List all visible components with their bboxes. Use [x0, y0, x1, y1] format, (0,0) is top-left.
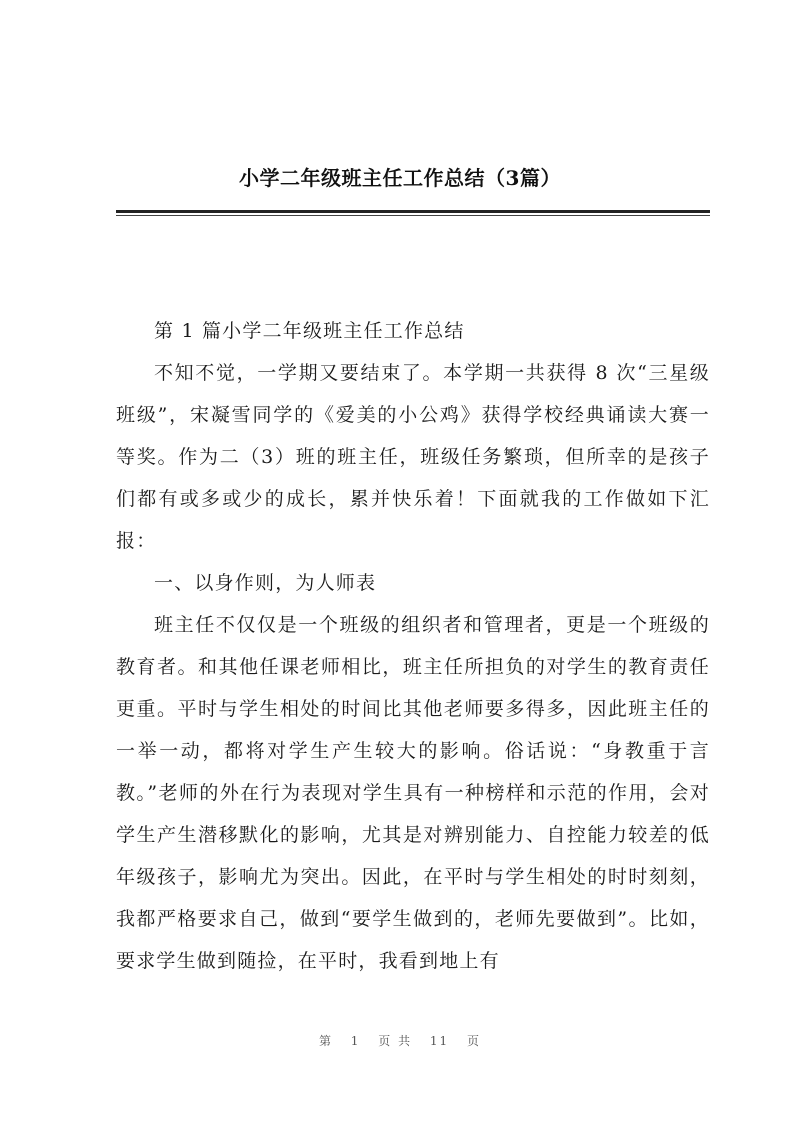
- title-divider-thick: [116, 210, 710, 213]
- section-heading: 第 1 篇小学二年级班主任工作总结: [154, 320, 465, 342]
- page-footer: [0, 1032, 800, 1049]
- title-divider-thin: [116, 215, 710, 216]
- body-paragraph: 班主任不仅仅是一个班级的组织者和管理者，更是一个班级的教育者。和其他任课老师相比，班主任所担负的对学生的教育责任更重。平时与学生相处的时间比其他老师要多得多，因此班主任的一举一动，都将对学生产生较大的影响。俗话说：“身教重于言教。”老师的外在行为表现对学生具有一种榜样和示范的作用，会对学生产生潜移默化的影响，尤其是对辨别能力、自控能力较差的低年级孩子，影响尤为突出。因此，在平时与学生相处的时时刻刻，我都严格要求自己，做到“要学生做到的，老师先要做到”。比如，要求学生做到随捡，在平时，我看到地上有: [116, 614, 710, 972]
- document-body: [116, 310, 710, 982]
- body-paragraph: 不知不觉，一学期又要结束了。本学期一共获得 8 次“三星级班级”，宋凝雪同学的《爱美的小公鸡》获得学校经典诵读大赛一等奖。作为二（3）班的班主任，班级任务繁琐，但所幸的是孩子们都有或多或少的成长，累并快乐着！下面就我的工作做如下汇报：: [116, 362, 710, 552]
- footer-page-number: 1: [350, 1034, 361, 1048]
- footer-label-suffix: 页: [467, 1034, 482, 1048]
- footer-label-prefix: 第: [318, 1034, 333, 1048]
- footer-total-pages: 11: [429, 1034, 450, 1048]
- subsection-heading: 一、以身作则，为人师表: [154, 572, 377, 594]
- document-title: 小学二年级班主任工作总结（3篇）: [239, 166, 561, 190]
- footer-label-middle: 页 共: [378, 1034, 413, 1048]
